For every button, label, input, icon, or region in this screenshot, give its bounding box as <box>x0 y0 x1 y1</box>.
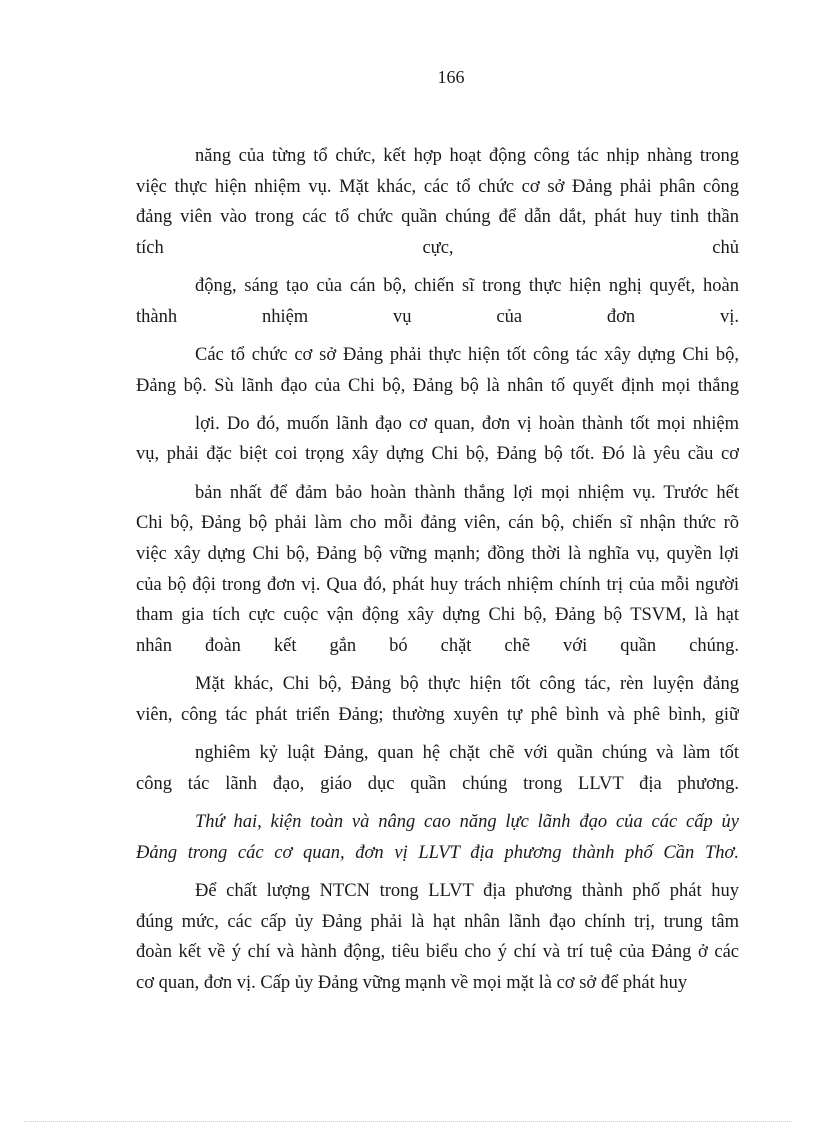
text-line: Chi bộ, Đảng bộ phải làm cho mỗi đảng viên, cán bộ, chiến sĩ nhận thức rõ <box>136 513 739 533</box>
text-line: của bộ đội trong đơn vị. Qua đó, phát huy trách nhiệm chính trị của mỗi người <box>136 575 739 595</box>
text-line: đúng mức, các cấp ủy Đảng phải là hạt nhân lãnh đạo chính trị, trung tâm <box>136 912 739 932</box>
text-line: nghiêm kỷ luật Đảng, quan hệ chặt chẽ với quần chúng và làm tốt <box>195 743 739 763</box>
text-line: việc thực hiện nhiệm vụ. Mặt khác, các tổ chức cơ sở Đảng phải phân công <box>136 177 739 197</box>
text-line: cơ quan, đơn vị. Cấp ủy Đảng vững mạnh về mọi mặt là cơ sở để phát huy <box>136 973 688 993</box>
text-line: đảng viên vào trong các tổ chức quần chúng để dẫn dắt, phát huy tinh thần <box>136 207 739 227</box>
text-line: đoàn kết về ý chí và hành động, tiêu biểu cho ý chí và trí tuệ của Đảng ở các <box>136 942 739 962</box>
text-line: Mặt khác, Chi bộ, Đảng bộ thực hiện tốt công tác, rèn luyện đảng <box>195 674 739 694</box>
text-line: công tác lãnh đạo, giáo dục quần chúng trong LLVT địa phương. <box>136 774 739 794</box>
text-line: động, sáng tạo của cán bộ, chiến sĩ trong thực hiện nghị quyết, hoàn <box>195 276 739 296</box>
text-line: bản nhất để đảm bảo hoàn thành thắng lợi mọi nhiệm vụ. Trước hết <box>195 483 739 503</box>
text-line: tham gia tích cực cuộc vận động xây dựng Chi bộ, Đảng bộ TSVM, là hạt <box>136 605 739 625</box>
text-line-italic: Đảng trong các cơ quan, đơn vị LLVT địa phương thành phố Cần Thơ. <box>136 843 739 863</box>
text-line: Đảng bộ. Sù lãnh đạo của Chi bộ, Đảng bộ là nhân tố quyết định mọi thắng <box>136 376 739 396</box>
text-line: Để chất lượng NTCN trong LLVT địa phương thành phố phát huy <box>195 881 739 901</box>
text-line: năng của từng tổ chức, kết hợp hoạt động công tác nhịp nhàng trong <box>195 146 739 166</box>
text-line: lợi. Do đó, muốn lãnh đạo cơ quan, đơn vị hoàn thành tốt mọi nhiệm <box>195 414 739 434</box>
page-number: 166 <box>437 67 465 87</box>
bottom-divider <box>24 1121 792 1122</box>
text-line: nhân đoàn kết gắn bó chặt chẽ với quần chúng. <box>136 636 739 656</box>
text-line: thành nhiệm vụ của đơn vị. <box>136 307 739 327</box>
text-line: tích cực, chủ <box>136 238 739 258</box>
text-line: viên, công tác phát triển Đảng; thường xuyên tự phê bình và phê bình, giữ <box>136 705 739 725</box>
text-line: việc xây dựng Chi bộ, Đảng bộ vững mạnh; đồng thời là nghĩa vụ, quyền lợi <box>136 544 739 564</box>
text-line-italic: Thứ hai, kiện toàn và nâng cao năng lực lãnh đạo của các cấp ủy <box>195 812 739 832</box>
text-line: vụ, phải đặc biệt coi trọng xây dựng Chi bộ, Đảng bộ tốt. Đó là yêu cầu cơ <box>136 444 739 464</box>
text-line: Các tổ chức cơ sở Đảng phải thực hiện tốt công tác xây dựng Chi bộ, <box>195 345 739 365</box>
